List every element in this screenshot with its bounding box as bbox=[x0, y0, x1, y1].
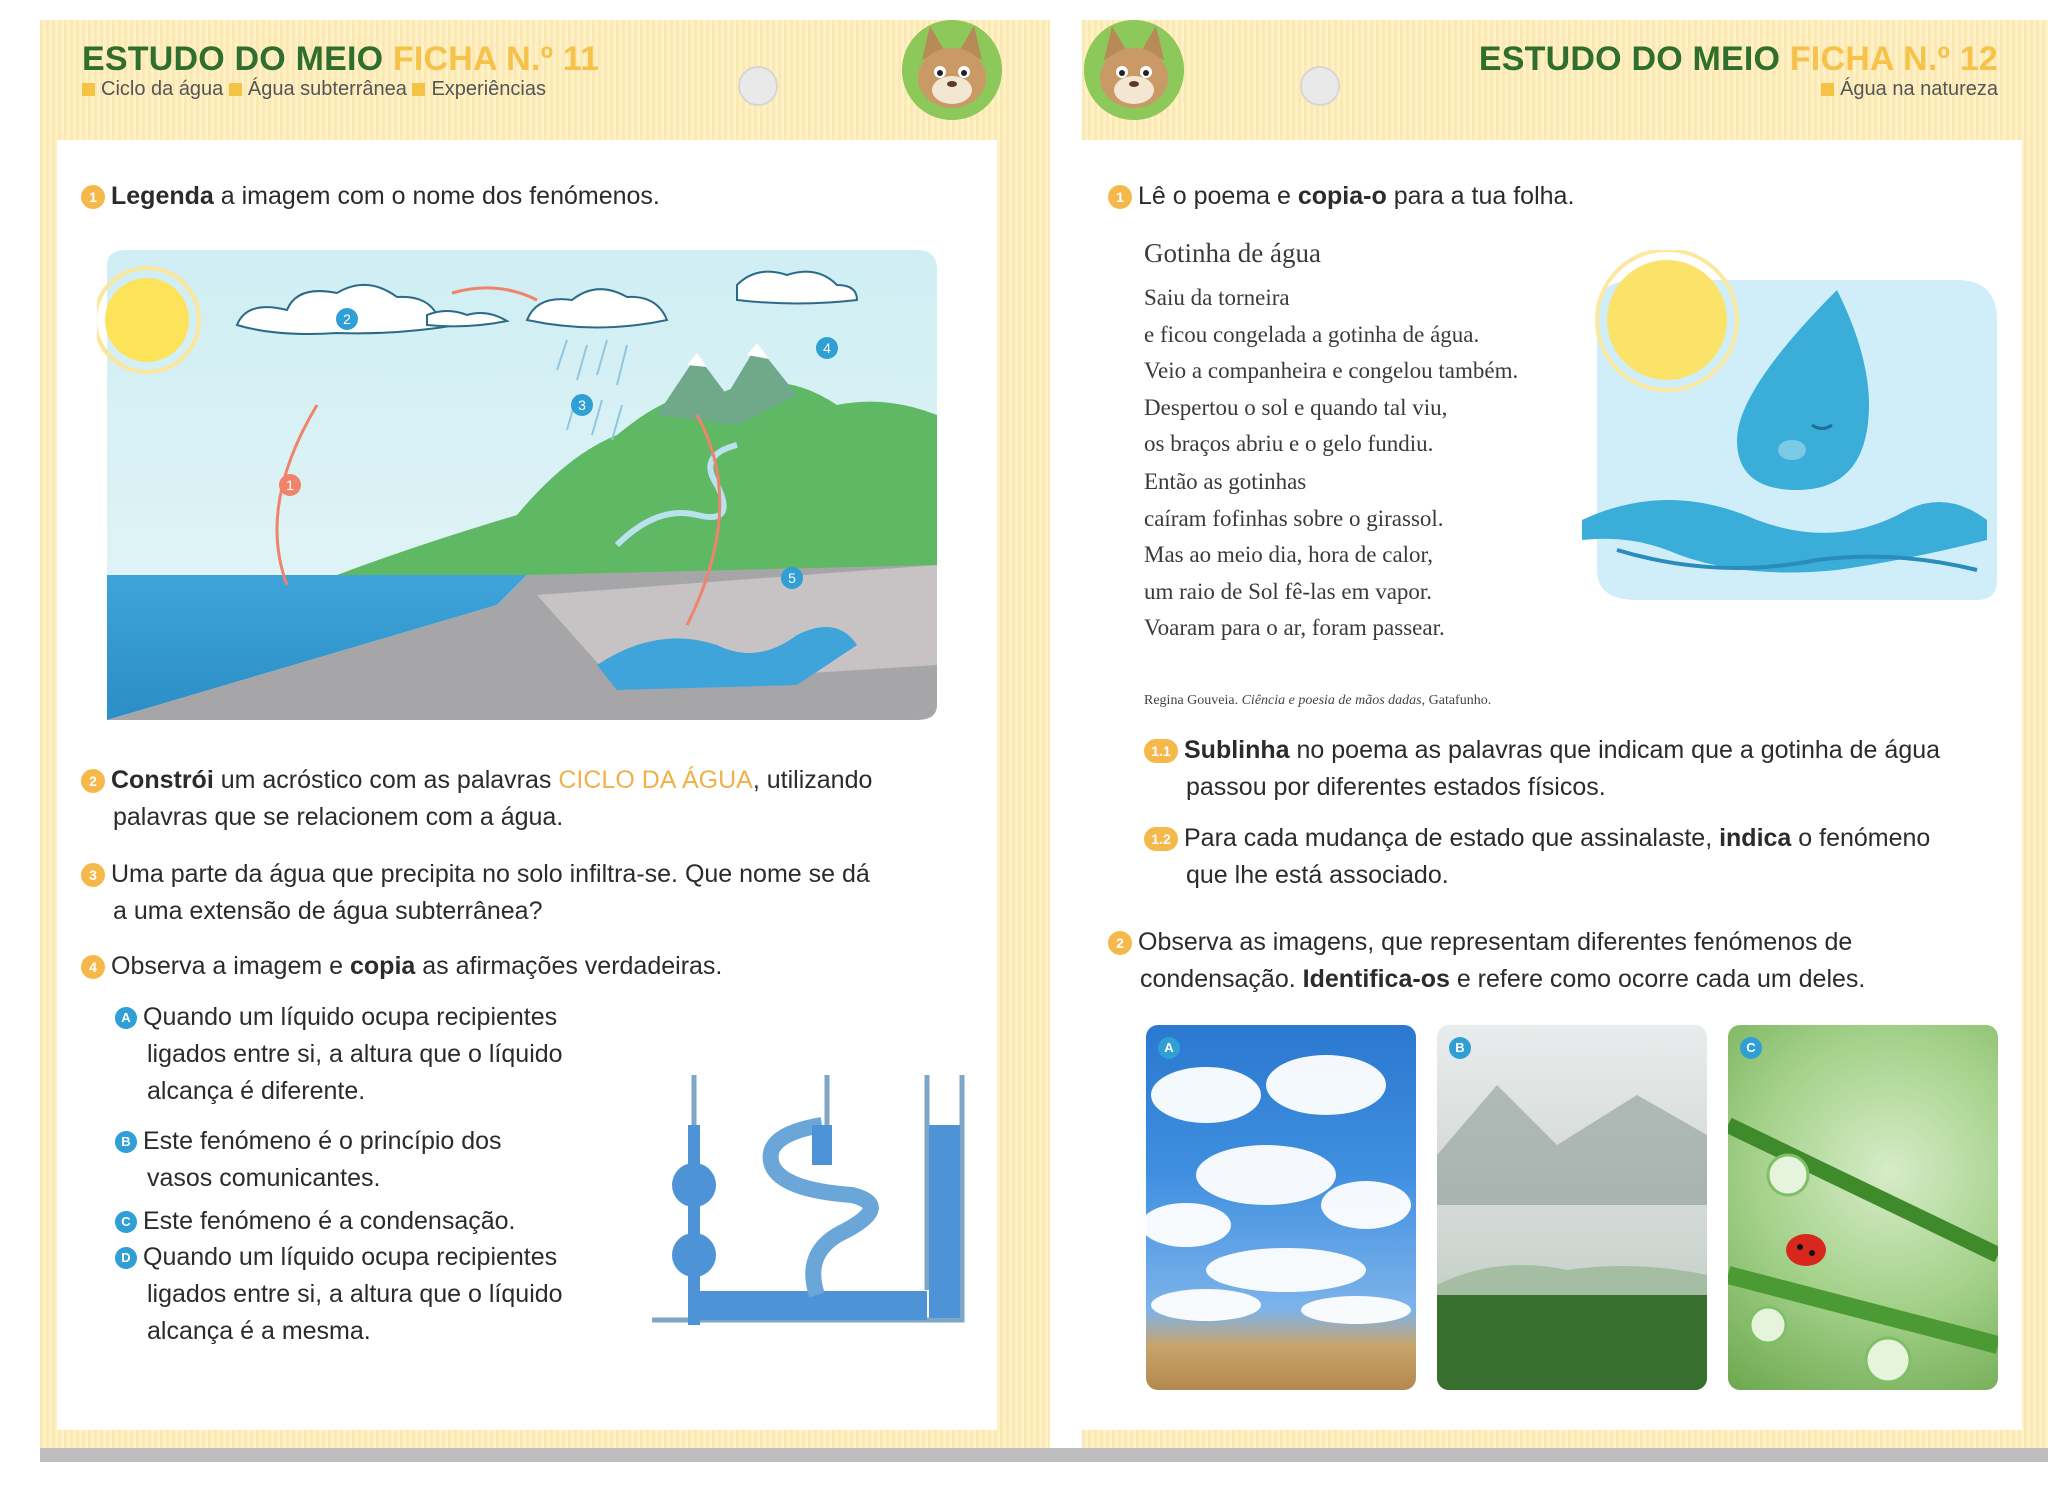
water-drop-illustration bbox=[1577, 250, 1997, 650]
option-a: A Quando um líquido ocupa recipientes ligados entre si, a altura que o líquido alcança é diferente. bbox=[115, 999, 563, 1110]
poem-credit: Regina Gouveia. Ciência e poesia de mãos dadas, Gatafunho. bbox=[1144, 693, 1492, 708]
binder-hole bbox=[738, 66, 778, 106]
poem-stanza-2: Então as gotinhas caíram fofinhas sobre o girassol. Mas ao meio dia, hora de calor, um raio de Sol fê-las em vapor. Voaram para o ar, foram passear. bbox=[1144, 469, 1445, 640]
option-c: C Este fenómeno é a condensação. bbox=[115, 1203, 516, 1240]
question-1-2: 1.2 Para cada mudança de estado que assinalaste, indica o fenómeno que lhe está associado. bbox=[1144, 820, 1930, 894]
water-cycle-diagram bbox=[97, 245, 947, 725]
question-1: 1 Lê o poema e copia-o para a tua folha. bbox=[1108, 178, 1574, 215]
diagram-marker-4 bbox=[816, 337, 838, 359]
poem-title: Gotinha de água bbox=[1144, 238, 1321, 268]
diagram-marker-3 bbox=[571, 394, 593, 416]
photo-badge: C bbox=[1740, 1037, 1762, 1059]
lynx-mascot-icon bbox=[1084, 20, 1184, 120]
worksheet-card bbox=[57, 140, 997, 1430]
diagram-marker-1 bbox=[279, 474, 301, 496]
question-1-1: 1.1 Sublinha no poema as palavras que indicam que a gotinha de água passou por diferentes estados físicos. bbox=[1144, 732, 1940, 806]
question-2: 2 Constrói um acróstico com as palavras CICLO DA ÁGUA, utilizando palavras que se relacionem com a água. bbox=[81, 762, 872, 836]
svg-text:5: 5 bbox=[788, 570, 796, 586]
poem-stanza-1: Saiu da torneira e ficou congelada a gotinha de água. Veio a companheira e congelou também. Despertou o sol e quando tal viu, os braços abriu e o gelo fundiu. bbox=[1144, 285, 1519, 456]
header-title: ESTUDO DO MEIO FICHA N.º 12 bbox=[1478, 40, 1998, 78]
question-4: 4 Observa a imagem e copia as afirmações verdadeiras. bbox=[81, 948, 722, 985]
svg-text:3: 3 bbox=[578, 397, 586, 413]
worksheet-12 bbox=[1082, 20, 2048, 1455]
question-1: 1 Legenda a imagem com o nome dos fenómenos. bbox=[81, 178, 660, 215]
photo-clouds bbox=[1146, 1025, 1416, 1390]
worksheet-card bbox=[1082, 140, 2022, 1430]
option-d: D Quando um líquido ocupa recipientes ligados entre si, a altura que o líquido alcança é a mesma. bbox=[115, 1239, 563, 1350]
question-3: 3 Uma parte da água que precipita no solo infiltra-se. Que nome se dá a uma extensão de água subterrânea? bbox=[81, 856, 870, 930]
page-bottom-edge bbox=[40, 1448, 2048, 1462]
photo-badge: A bbox=[1158, 1037, 1180, 1059]
worksheet-11 bbox=[40, 20, 1050, 1455]
communicating-vessels-illustration bbox=[612, 1065, 992, 1435]
photo-dew bbox=[1728, 1025, 1998, 1390]
diagram-marker-5 bbox=[781, 567, 803, 589]
binder-hole bbox=[1300, 66, 1340, 106]
question-2: 2 Observa as imagens, que representam diferentes fenómenos de condensação. Identifica-os e refere como ocorre cada um deles. bbox=[1108, 924, 1865, 998]
lynx-mascot-icon bbox=[902, 20, 1002, 120]
svg-text:2: 2 bbox=[343, 311, 351, 327]
photo-badge: B bbox=[1449, 1037, 1471, 1059]
diagram-marker-2 bbox=[336, 308, 358, 330]
photo-fog bbox=[1437, 1025, 1707, 1390]
svg-text:1: 1 bbox=[286, 477, 294, 493]
header-topic: Água na natureza bbox=[1821, 78, 1998, 101]
svg-text:4: 4 bbox=[823, 340, 831, 356]
header-topics: Ciclo da água Água subterrânea Experiências bbox=[82, 78, 546, 101]
option-b: B Este fenómeno é o princípio dos vasos comunicantes. bbox=[115, 1123, 502, 1197]
header-title: ESTUDO DO MEIO FICHA N.º 11 bbox=[82, 40, 600, 78]
